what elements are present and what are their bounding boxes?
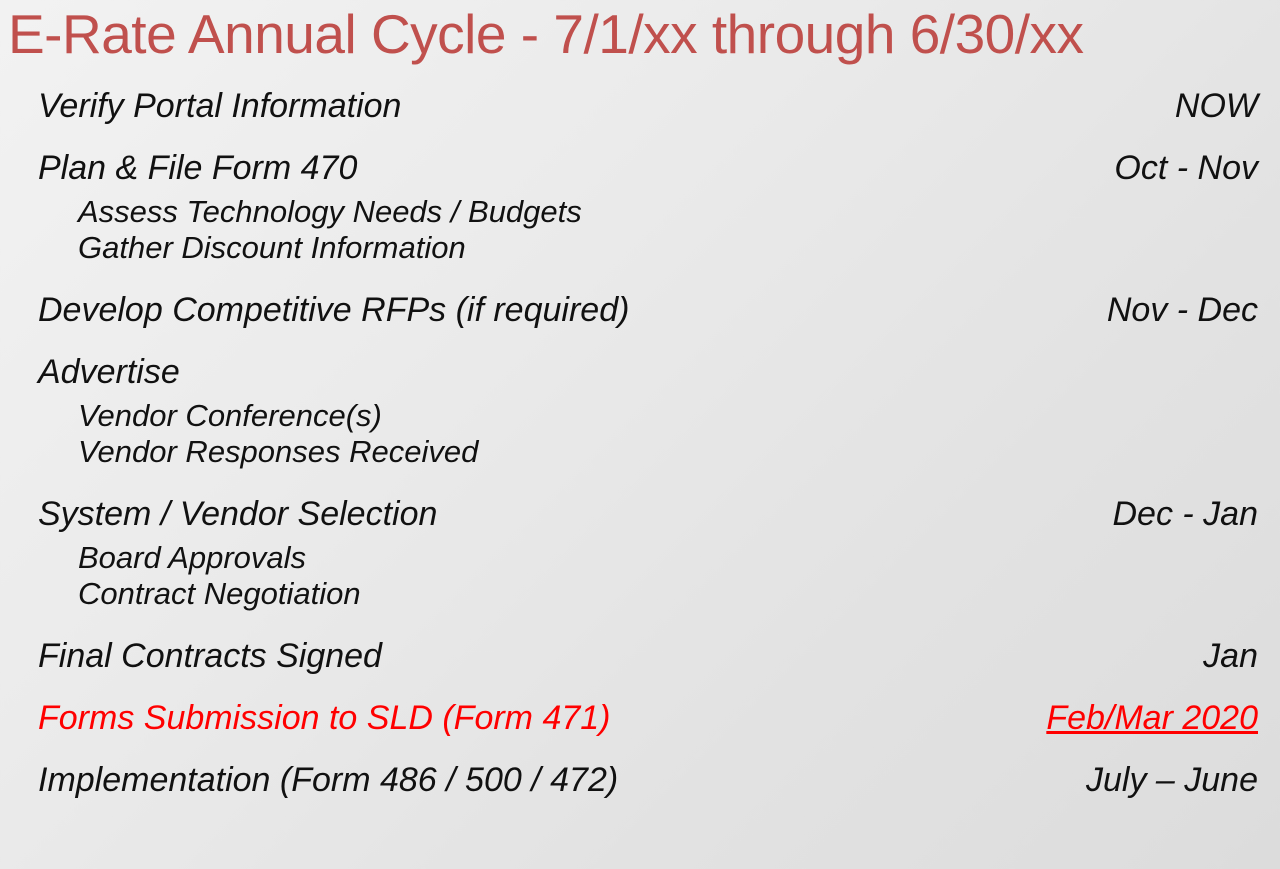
row-spacer bbox=[0, 132, 1280, 146]
task-subitem: Gather Discount Information bbox=[78, 230, 466, 265]
task-label: Final Contracts Signed bbox=[38, 637, 382, 675]
cycle-row bbox=[0, 758, 1280, 820]
cycle-row bbox=[0, 288, 1280, 350]
cycle-row bbox=[0, 634, 1280, 696]
timing-label: July – June bbox=[1086, 761, 1258, 799]
cycle-row bbox=[0, 696, 1280, 758]
cycle-row bbox=[0, 146, 1280, 288]
row-spacer bbox=[0, 744, 1280, 758]
task-subitem: Board Approvals bbox=[78, 540, 307, 575]
row-spacer bbox=[0, 612, 1280, 634]
row-spacer bbox=[0, 470, 1280, 492]
task-label: System / Vendor Selection bbox=[38, 495, 438, 533]
row-spacer bbox=[0, 266, 1280, 288]
task-label: Advertise bbox=[38, 353, 180, 391]
task-label: Forms Submission to SLD (Form 471) bbox=[38, 699, 611, 737]
timing-label: Oct - Nov bbox=[1114, 149, 1258, 187]
cycle-list bbox=[0, 84, 1280, 820]
cycle-row-main bbox=[0, 146, 1280, 194]
task-subitem: Vendor Responses Received bbox=[78, 434, 479, 469]
task-label: Verify Portal Information bbox=[38, 87, 402, 125]
timing-label: Feb/Mar 2020 bbox=[1046, 699, 1258, 737]
task-label: Implementation (Form 486 / 500 / 472) bbox=[38, 761, 619, 799]
task-label: Develop Competitive RFPs (if required) bbox=[38, 291, 630, 329]
timing-label: Jan bbox=[1203, 637, 1258, 675]
row-spacer bbox=[0, 682, 1280, 696]
timing-label: NOW bbox=[1174, 87, 1258, 125]
cycle-row-main bbox=[0, 634, 1280, 682]
cycle-row-main bbox=[0, 492, 1280, 540]
cycle-row bbox=[0, 350, 1280, 492]
task-subitem: Assess Technology Needs / Budgets bbox=[78, 194, 582, 229]
slide-title: E-Rate Annual Cycle - 7/1/xx through 6/30/xx bbox=[8, 3, 1084, 65]
task-label: Plan & File Form 470 bbox=[38, 149, 358, 187]
timing-label: Dec - Jan bbox=[1112, 495, 1258, 533]
timing-label: Nov - Dec bbox=[1106, 291, 1258, 329]
cycle-row-main bbox=[0, 696, 1280, 744]
cycle-row-main bbox=[0, 288, 1280, 336]
cycle-row-main bbox=[0, 350, 1280, 398]
task-subitem: Vendor Conference(s) bbox=[78, 398, 382, 433]
cycle-row-main bbox=[0, 84, 1280, 132]
cycle-row bbox=[0, 492, 1280, 634]
cycle-row-main bbox=[0, 758, 1280, 806]
row-spacer bbox=[0, 336, 1280, 350]
cycle-row bbox=[0, 84, 1280, 146]
task-subitem: Contract Negotiation bbox=[78, 576, 361, 611]
row-spacer bbox=[0, 806, 1280, 820]
